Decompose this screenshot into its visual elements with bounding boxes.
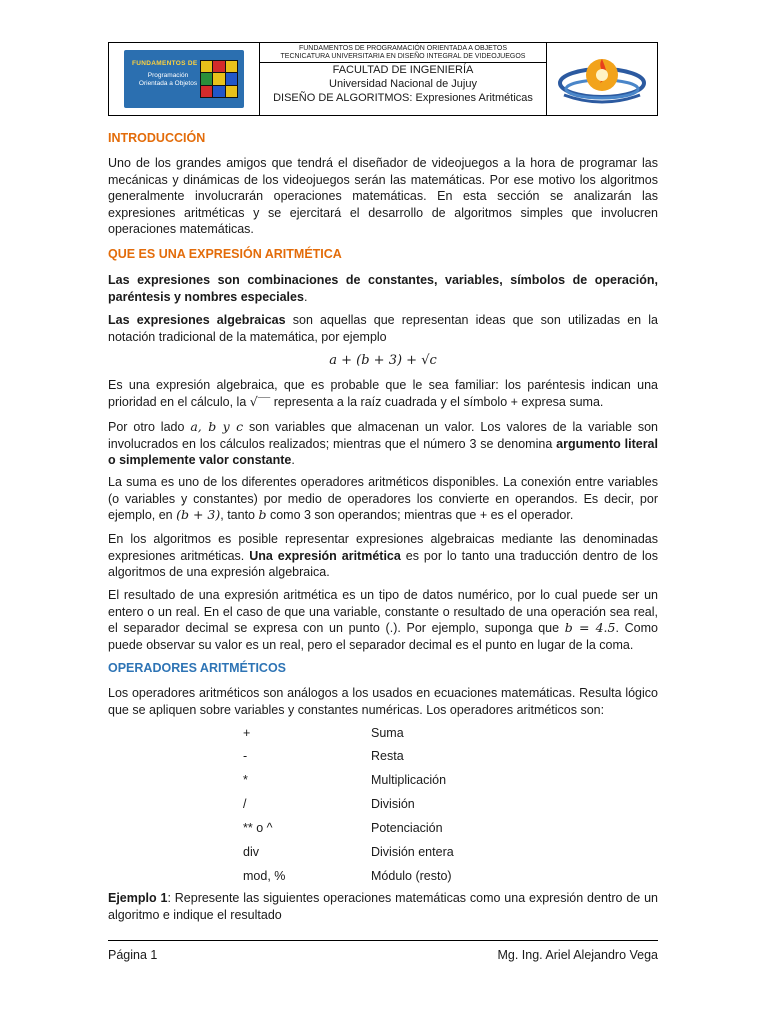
operator-symbol: * [243,773,248,787]
operators-intro-paragraph: Los operadores aritméticos son análogos a los usados en ecuaciones matemáticas. Resulta lógico que se apliquen sobre variables y constantes numéricas. Los operadores aritméticos son: [108,686,658,717]
operator-symbol: / [243,797,247,811]
constant-bold-text: argumento literal o simplemente valor constante [108,436,658,467]
operator-name: Multiplicación [371,773,447,787]
operator-row [243,797,543,813]
operator-name: Suma [371,726,404,740]
course-logo-title: FUNDAMENTOS DE [132,60,198,67]
algebraic-paragraph [108,312,658,345]
definition-paragraph: Las expresiones son combinaciones de constantes, variables, símbolos de operación, paréntesis y nombres especiales. [108,273,658,304]
priority-text-b: representa a la raíz cuadrada y el símbolo + expresa suma. [270,394,604,409]
header-program-name: TECNICATURA UNIVERSITARIA EN DISEÑO INTEGRAL DE VIDEOJUEGOS [280,53,526,60]
priority-text-a: Es una expresión algebraica, que es probable que le sea familiar: los paréntesis indican una prioridad en el cálculo, la [108,378,658,409]
result-paragraph [108,587,658,653]
operator-name: Módulo (resto) [371,869,452,883]
result-text-a: El resultado de una expresión aritmética es un tipo de datos numérico, por lo cual puede ser un entero o un real. En el caso de que una variable, constante o resultado de una operación sea real, el separador decimal se expresa con un punto (.). Por ejemplo, suponga que [108,588,658,635]
arithmetic-text-b: es por lo tanto una traducción dentro de los algoritmos de una expresión algebraica. [108,548,658,579]
header-titles [260,43,546,115]
header-faculty: FACULTAD DE INGENIERÍA [332,64,474,76]
operands-text-a: La suma es uno de los diferentes operadores aritméticos disponibles. La conexión entre variables (o variables y constantes) por medio de operadores los convierte en operandos. Es decir, por ejemplo, en [108,475,658,522]
operands-expression: (b + 3) [176,507,221,522]
operands-text-c: como 3 son operandos; mientras que + es el operador. [266,508,574,522]
operator-symbol: ** o ^ [243,821,273,835]
operands-variable: b [258,507,267,522]
operands-text-b: , tanto [220,508,259,522]
example-bold-label: Ejemplo 1 [108,891,168,905]
course-logo [109,43,260,115]
operator-name: División entera [371,845,454,859]
header-university: Universidad Nacional de Jujuy [329,78,477,90]
arithmetic-text-a: En los algoritmos es posible representar expresiones algebraicas mediante las denominadas expresiones aritméticas. [108,532,658,563]
result-text-b: . Como puede observar su valor es un real, pero el separador decimal es el punto en lugar de la coma. [108,621,658,652]
header-subject: DISEÑO DE ALGORITMOS: Expresiones Aritméticas [273,92,533,104]
definition-bold-text: Las expresiones son combinaciones de constantes, variables, símbolos de operación, paréntesis y nombres especiales [108,273,658,304]
operator-row [243,749,543,765]
sqrt-symbol-icon: √‾‾ [249,393,271,409]
course-logo-badge [124,50,244,108]
page-header [108,42,658,116]
operator-symbol: + [243,726,251,740]
arithmetic-bold-text: Una expresión aritmética [249,548,401,563]
operator-row [243,845,543,861]
section-title-operadores: OPERADORES ARITMÉTICOS [108,661,287,675]
arithmetic-paragraph [108,531,658,581]
example-formula: a + (b + 3) + √c [329,353,437,368]
footer-divider [108,940,658,941]
section-title-expresion: QUE ES UNA EXPRESIÓN ARITMÉTICA [108,247,342,261]
operator-symbol: div [243,845,259,859]
section-title-introduccion: INTRODUCCIÓN [108,131,206,145]
algebraic-text: son aquellas que representan ideas que son utilizadas en la notación tradicional de la matemática, por ejemplo [108,313,659,344]
operator-name: Potenciación [371,821,443,835]
header-course-lines [260,43,546,63]
variables-text-b: son variables que almacenan un valor. Los valores de la variable son involucrados en los cálculos realizados; mientras que el número 3 se denomina [108,420,658,451]
variables-text-a: Por otro lado [108,420,191,434]
operator-row [243,869,543,885]
result-expression: b = 4.5 [564,620,616,635]
example-paragraph [108,890,658,923]
algebraic-bold-text: Las expresiones algebraicas [108,313,286,327]
intro-paragraph: Uno de los grandes amigos que tendrá el diseñador de videojuegos a la hora de programar las mecánicas y dinámicas de los videojuegos serán las matemáticas. Por ese motivo los algoritmos generalmente involucrarán operaciones matemáticas. En esta sección se analizarán las expresiones aritméticas y se ejercitará el desarrollo de algoritmos simples que involucren operaciones matemáticas. [108,156,658,236]
operator-symbol: mod, % [243,869,286,883]
operator-name: Resta [371,749,404,763]
operator-row [243,773,543,789]
operator-row [243,726,543,742]
example-text: : Represente las siguientes operaciones matemáticas como una expresión dentro de un algoritmo e indique el resultado [108,891,659,922]
variables-paragraph: Por otro lado a, b y c son variables que almacenan un valor. Los valores de la variable son involucrados en los cálculos realizados; mientras que el número 3 se denomina argumento literal o simplemente valor constante. [108,419,658,467]
operator-name: División [371,797,415,811]
priority-paragraph [108,377,658,410]
operator-row [243,821,543,837]
header-course-name: FUNDAMENTOS DE PROGRAMACIÓN ORIENTADA A OBJETOS [298,45,508,52]
footer-page-number: Página 1 [108,948,158,962]
operands-paragraph [108,474,658,524]
footer-author: Mg. Ing. Ariel Alejandro Vega [497,948,658,962]
course-logo-subtitle: Programación Orientada a Objetos [138,72,198,87]
operator-symbol: - [243,749,248,763]
unju-engineering-emblem-icon [556,49,648,109]
variables-names: a, b y c [190,419,244,434]
rubik-cube-icon [200,60,238,98]
university-logo [546,43,657,115]
